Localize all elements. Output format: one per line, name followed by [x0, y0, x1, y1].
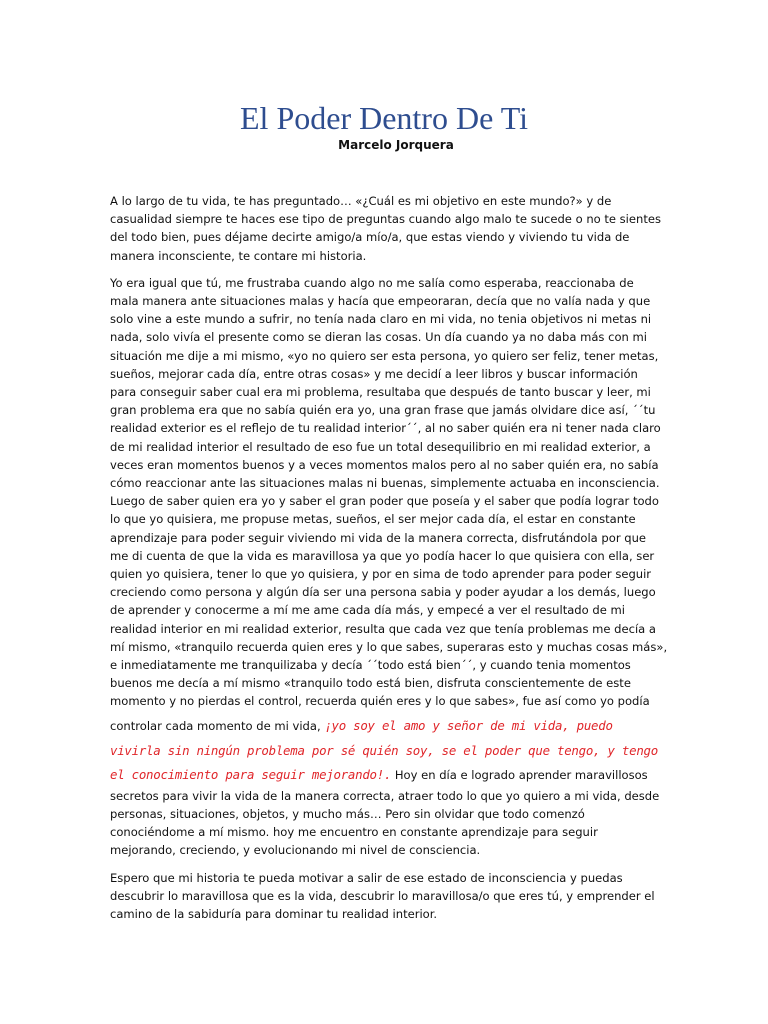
text-line: Espero que mi historia te pueda motivar a salir de ese estado de inconsciencia y puedas	[110, 870, 623, 885]
paragraph-1	[110, 192, 661, 265]
text-line: mejorando, creciendo, y evolucionando mi nivel de consciencia.	[110, 843, 481, 858]
text-line: creciendo como persona y algún día ser una persona sabia y poder ayudar a los demás, luego	[110, 585, 656, 600]
highlighted-text: el conocimiento para seguir mejorando!.	[110, 766, 392, 782]
document-body	[110, 192, 668, 932]
text-line: para conseguir saber cual era mi problema, resultaba que después de tanto buscar y leer, mi	[110, 385, 651, 400]
text-line: de aprender y conocerme a mí me ame cada día más, y empecé a ver el resultado de mi	[110, 603, 625, 618]
mixed-text-line	[110, 763, 655, 787]
text-line: casualidad siempre te haces ese tipo de preguntas cuando algo malo te sucede o no te sientes	[110, 212, 661, 227]
text-line: solo vine a este mundo a sufrir, no tenía nada claro en mi vida, no tenia objetivos ni metas ni	[110, 312, 652, 327]
highlighted-text: vivirla sin ningún problema por sé quién soy, se el poder que tengo, y tengo	[110, 742, 658, 758]
text-line: de mi realidad interior el resultado de eso fue un total desequilibrio en mi realidad exterior, a	[110, 439, 651, 454]
text-line: realidad exterior es el reflejo de tu realidad interior´´, al no saber quién era ni tener nada claro	[110, 421, 661, 436]
text-line: veces eran momentos buenos y a veces momentos malos pero al no saber quién era, no sabía	[110, 457, 659, 472]
plain-text: Hoy en día e logrado aprender maravillosos	[391, 767, 648, 782]
document-title: El Poder Dentro De Ti	[240, 100, 528, 136]
text-line: personas, situaciones, objetos, y mucho más… Pero sin olvidar que todo comenzó	[110, 806, 585, 821]
text-line: Luego de saber quien era yo y saber el gran poder que poseía y el saber que podía lograr todo	[110, 494, 659, 509]
text-line: sueños, mejorar cada día, entre otras cosas» y me decidí a leer libros y buscar información	[110, 366, 638, 381]
text-line: descubrir lo maravillosa que es la vida, descubrir lo maravillosa/o que eres tú, y emprender el	[110, 888, 655, 903]
text-line: situación me dije a mi mismo, «yo no quiero ser esta persona, yo quiero ser feliz, tener metas,	[110, 348, 659, 363]
plain-text: controlar cada momento de mi vida,	[110, 718, 325, 733]
text-line: A lo largo de tu vida, te has preguntado… «¿Cuál es mi objetivo en este mundo?» y de	[110, 194, 612, 208]
text-line: mí mismo, «tranquilo recuerda quien eres y lo que sabes, superaras esto y muchas cosas más»,	[110, 639, 668, 654]
text-line: cómo reaccionar ante las situaciones malas ni buenas, simplemente actuaba en inconsciencia.	[110, 476, 660, 491]
text-line: manera inconsciente, te contare mi historia.	[110, 248, 367, 263]
text-line: lo que yo quisiera, me propuse metas, sueños, el ser mejor cada día, el estar en constante	[110, 512, 636, 527]
text-line: secretos para vivir la vida de la manera correcta, atraer todo lo que yo quiero a mi vida, desde	[110, 788, 660, 803]
text-line: me di cuenta de que la vida es maravillosa ya que yo podía hacer lo que quisiera con ella, ser	[110, 548, 655, 563]
text-line: e inmediatamente me tranquilizaba y decía ´´todo está bien´´, y cuando tenia momentos	[110, 658, 631, 673]
text-line: quien yo quisiera, tener lo que yo quisiera, y por en sima de todo aprender para poder seguir	[110, 567, 652, 582]
text-line: mala manera ante situaciones malas y hacía que empeoraran, decía que no valía nada y que	[110, 294, 651, 309]
mixed-text-line	[110, 713, 655, 739]
text-line: gran problema era que no sabía quién era yo, una gran frase que jamás olvidare dice así, ´´tu	[110, 403, 656, 418]
text-line: conociéndome a mí mismo. hoy me encuentro en constante aprendizaje para seguir	[110, 825, 598, 840]
text-line: nada, solo vivía el presente como se dieran las cosas. Un día cuando ya no daba más con mi	[110, 330, 647, 345]
text-line: momento y no pierdas el control, recuerda quién eres y lo que sabes», fue así como yo podía	[110, 694, 650, 709]
highlighted-text: ¡yo soy el amo y señor de mi vida, puedo	[324, 717, 613, 733]
text-line: aprendizaje para poder seguir viviendo mi vida de la manera correcta, disfrutándola por que	[110, 530, 646, 545]
text-line: camino de la sabiduría para dominar tu realidad interior.	[110, 906, 438, 921]
mixed-text-line	[110, 739, 658, 763]
text-line: buenos me decía a mí mismo «tranquilo todo está bien, disfruta conscientemente de este	[110, 676, 631, 691]
paragraph-2	[110, 274, 668, 860]
text-line: Yo era igual que tú, me frustraba cuando algo no me salía como esperaba, reaccionaba de	[110, 275, 634, 290]
text-line: realidad interior en mi realidad exterior, resulta que cada vez que tenía problemas me decía a	[110, 621, 656, 636]
document-author: Marcelo Jorquera	[338, 138, 454, 152]
paragraph-3	[110, 869, 655, 924]
text-line: del todo bien, pues déjame decirte amigo/a mío/a, que estas viendo y viviendo tu vida de	[110, 230, 630, 245]
